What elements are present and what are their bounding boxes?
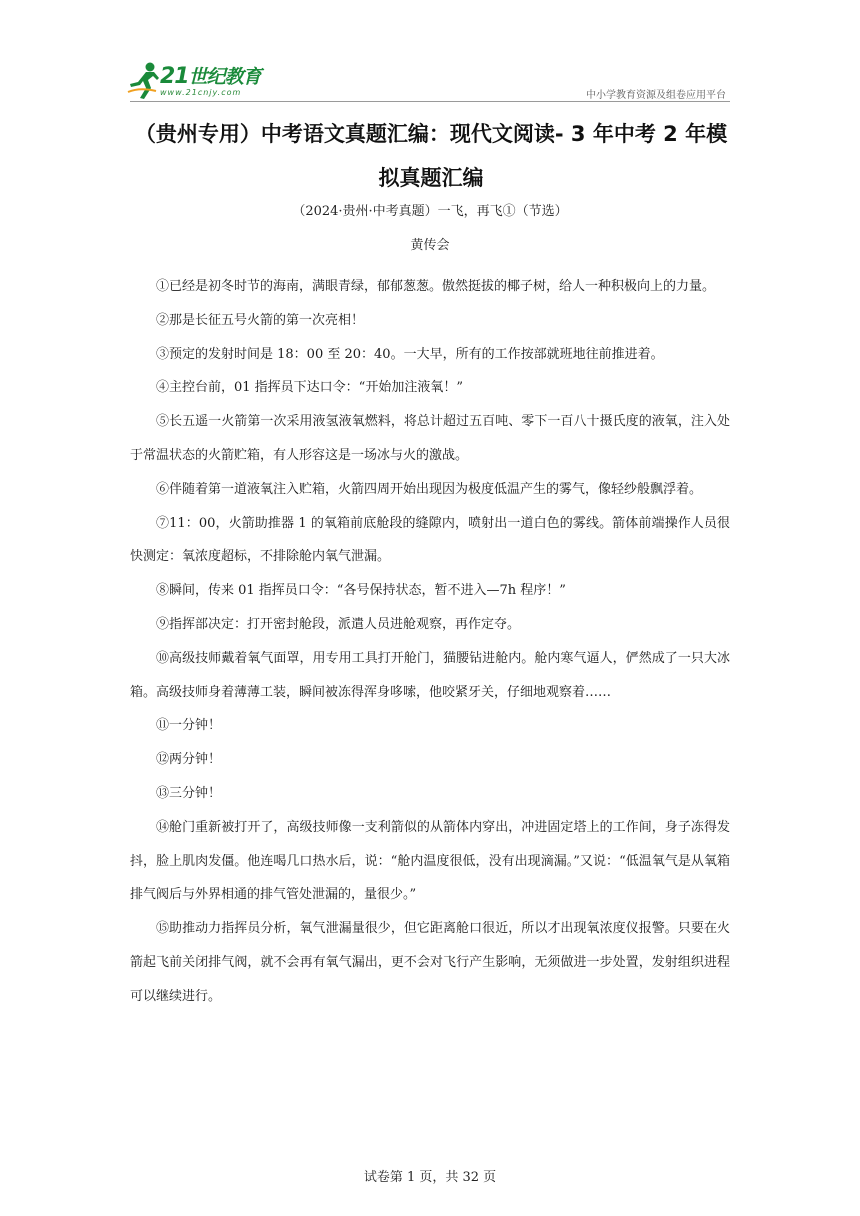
paragraph: ③预定的发射时间是 18：00 至 20：40。一大早，所有的工作按部就班地往前推进着。 bbox=[156, 346, 664, 362]
paragraph: ⑫两分钟！ bbox=[156, 752, 222, 768]
paragraph: ⑤长五遥一火箭第一次采用液氢液氧燃料，将总计超过五百吨、零下一百八十摄氏度的液氧，注入处于常温状态的火箭贮箱，有人形容这是一场冰与火的激战。 bbox=[130, 414, 730, 463]
page-header bbox=[0, 0, 860, 104]
logo-chinese: 世纪教育 bbox=[188, 66, 261, 88]
paragraph: ⑭舱门重新被打开了，高级技师像一支利箭似的从箭体内穿出，冲进固定塔上的工作间，身子冻得发抖，脸上肌肉发僵。他连喝几口热水后，说：“舱内温度很低，没有出现滴漏。”又说：“低温氧气是从氧箱排气阀后与外界相通的排气管处泄漏的，量很少。” bbox=[130, 819, 730, 903]
paragraph: ⑮助推动力指挥员分析，氧气泄漏量很少，但它距离舱口很近，所以才出现氧浓度仪报警。只要在火箭起飞前关闭排气阀，就不会再有氧气漏出，更不会对飞行产生影响，无须做进一步处置，发射组织进程可以继续进行。 bbox=[130, 921, 730, 1004]
paragraph: ②那是长征五号火箭的第一次亮相！ bbox=[156, 312, 365, 328]
header-divider bbox=[130, 101, 730, 102]
paragraph: ⑩高级技师戴着氧气面罩，用专用工具打开舱门，猫腰钻进舱内。舱内寒气逼人，俨然成了一只大冰箱。高级技师身着薄薄工装，瞬间被冻得浑身哆嗦，他咬紧牙关，仔细地观察着…… bbox=[130, 650, 730, 700]
passage-author: 黄传会 bbox=[410, 238, 450, 253]
paragraph: ⑨指挥部决定：打开密封舱段，派遣人员进舱观察，再作定夺。 bbox=[156, 616, 521, 632]
page-footer: 试卷第 1 页，共 32 页 bbox=[363, 1170, 497, 1185]
site-logo bbox=[126, 60, 276, 104]
paragraph: ⑬三分钟！ bbox=[156, 785, 222, 801]
logo-wordmark bbox=[160, 62, 261, 89]
paragraph: ⑥伴随着第一道液氧注入贮箱，火箭四周开始出现因为极度低温产生的雾气，像轻纱般飘浮着。 bbox=[156, 481, 703, 497]
passage-body bbox=[130, 270, 730, 1014]
document-title: （贵州专用）中考语文真题汇编：现代文阅读- 3 年中考 2 年模拟真题汇编 bbox=[134, 122, 728, 190]
passage-source: （2024·贵州·中考真题）一飞，再飞①（节选） bbox=[292, 204, 568, 219]
logo-url: www.21cnjy.com bbox=[160, 88, 242, 97]
paragraph: ⑦11：00，火箭助推器 1 的氧箱前底舱段的缝隙内，喷射出一道白色的雾线。箭体前端操作人员很快测定：氧浓度超标，不排除舱内氧气泄漏。 bbox=[130, 515, 730, 565]
paragraph: ⑪一分钟！ bbox=[156, 718, 222, 734]
runner-icon bbox=[126, 60, 160, 100]
paragraph: ⑧瞬间，传来 01 指挥员口令：“各号保持状态，暂不进入—7h 程序！” bbox=[156, 583, 566, 599]
logo-number: 21 bbox=[160, 64, 189, 89]
paragraph: ④主控台前，01 指挥员下达口令：“开始加注液氧！” bbox=[156, 380, 463, 396]
platform-tagline: 中小学教育资源及组卷应用平台 bbox=[586, 90, 726, 101]
paragraph: ①已经是初冬时节的海南，满眼青绿，郁郁葱葱。傲然挺拔的椰子树，给人一种积极向上的力量。 bbox=[156, 279, 716, 294]
